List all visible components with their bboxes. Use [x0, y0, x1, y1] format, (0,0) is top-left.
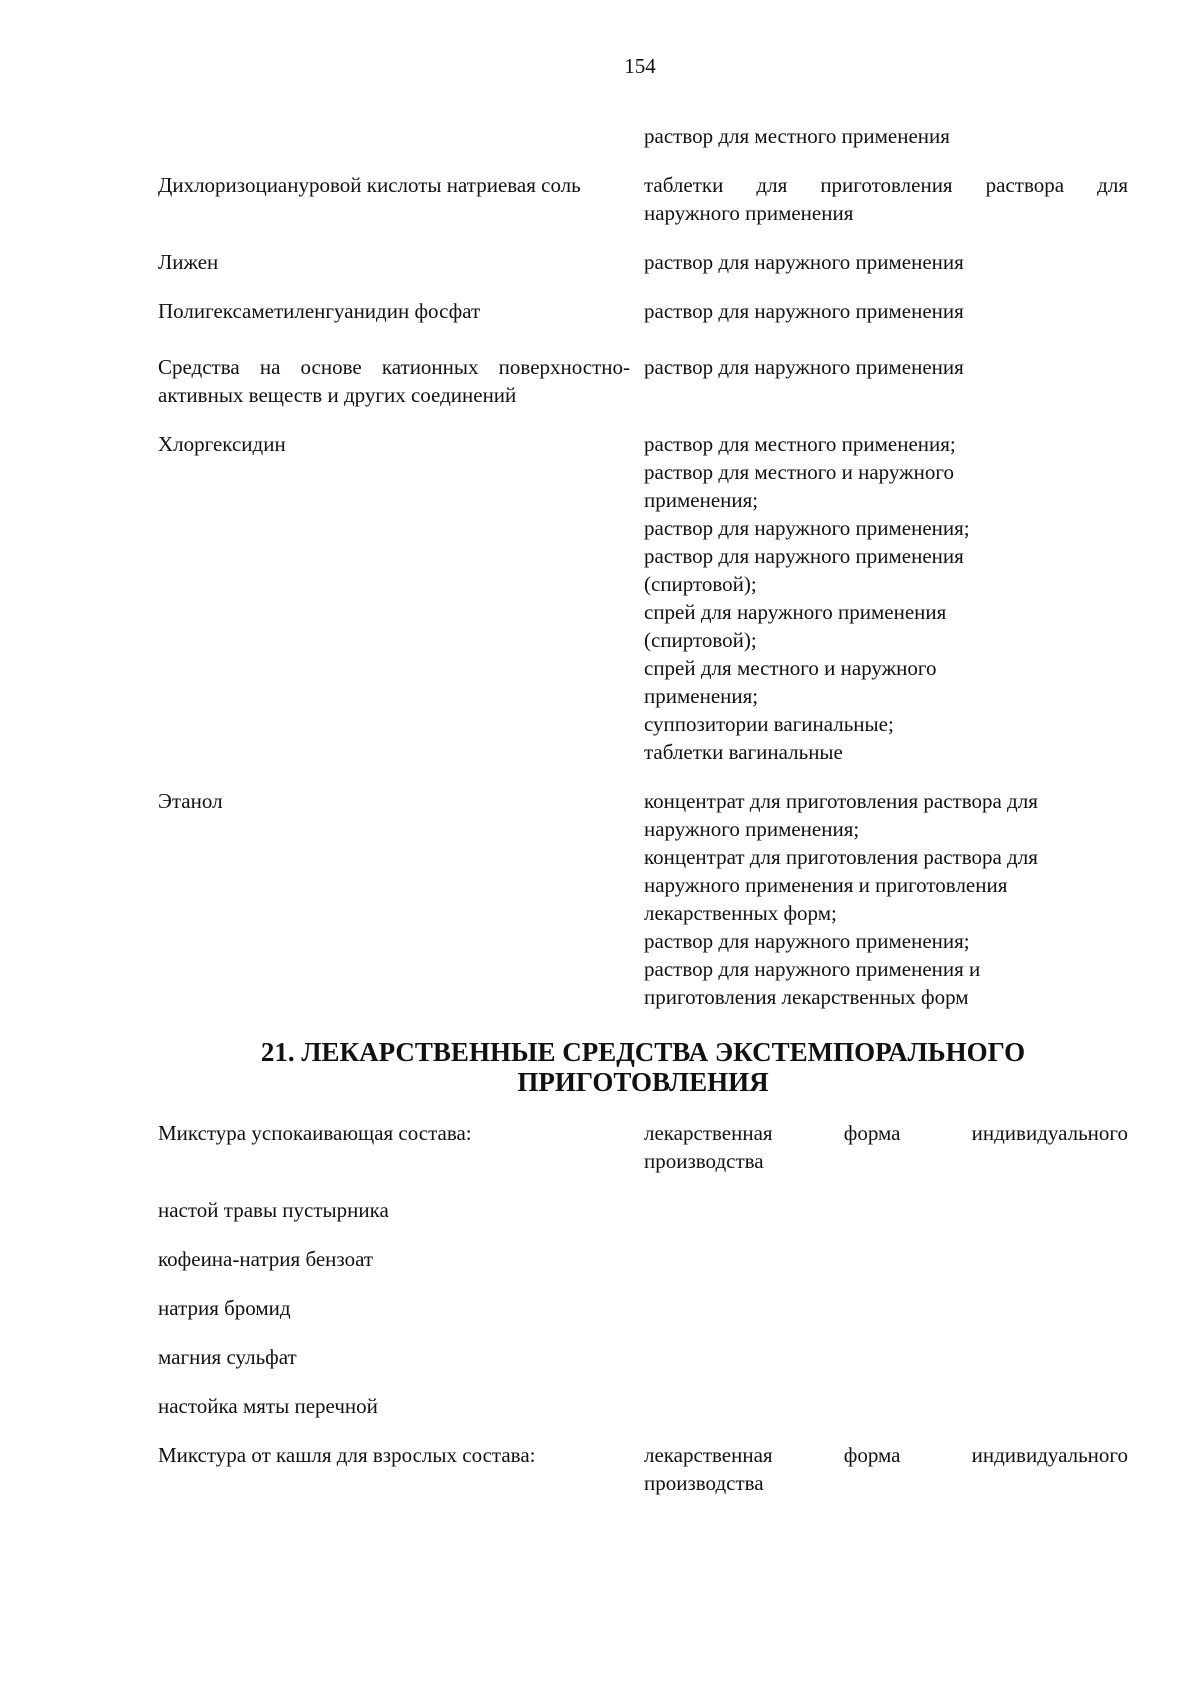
table-row — [158, 297, 1128, 325]
dosage-form-line: применения; — [644, 684, 759, 708]
table-row — [158, 171, 1128, 227]
dosage-form-line: раствор для наружного применения; — [644, 929, 970, 953]
section-heading — [158, 1037, 1128, 1097]
table-row — [158, 787, 1128, 1011]
dosage-form-line: лекарственная форма индивидуального — [644, 1443, 1128, 1467]
dosage-form-line: применения; — [644, 488, 759, 512]
dosage-forms — [644, 248, 1128, 276]
dosage-forms — [644, 171, 1128, 227]
dosage-form-line: наружного применения; — [644, 817, 860, 841]
dosage-form-line: раствор для наружного применения и — [644, 957, 981, 981]
dosage-forms — [644, 1441, 1128, 1497]
dosage-form-line: лекарственных форм; — [644, 901, 837, 925]
dosage-form-line: суппозитории вагинальные; — [644, 712, 894, 736]
document-body — [158, 122, 1128, 1518]
table-row — [158, 1119, 1128, 1175]
dosage-form-line: производства — [644, 1149, 764, 1173]
dosage-form-line: раствор для местного применения; — [644, 432, 956, 456]
mixture-name: Микстура от кашля для взрослых состава: — [158, 1443, 536, 1467]
dosage-form-line: раствор для наружного применения — [644, 355, 964, 379]
substance-name: Дихлоризоциануровой кислоты натриевая соль — [158, 173, 581, 197]
page-number: 154 — [624, 54, 656, 78]
mixture-component: кофеина-натрия бензоат — [158, 1247, 374, 1271]
table-row — [158, 430, 1128, 766]
dosage-form-line: таблетки вагинальные — [644, 740, 843, 764]
dosage-form-line: (спиртовой); — [644, 572, 757, 596]
dosage-form-line: производства — [644, 1471, 764, 1495]
dosage-form-line: раствор для местного и наружного — [644, 460, 954, 484]
dosage-form-line: наружного применения — [644, 201, 854, 225]
dosage-forms — [644, 1119, 1128, 1175]
dosage-form-line: раствор для наружного применения — [644, 250, 964, 274]
dosage-form-line: наружного применения и приготовления — [644, 873, 1008, 897]
substance-name: Лижен — [158, 250, 219, 274]
mixture-component: магния сульфат — [158, 1345, 297, 1369]
mixture-component: натрия бромид — [158, 1296, 291, 1320]
dosage-forms — [644, 122, 1128, 150]
table-row — [158, 248, 1128, 276]
dosage-form-line: раствор для местного применения — [644, 124, 950, 148]
section-heading-line: 21. ЛЕКАРСТВЕННЫЕ СРЕДСТВА ЭКСТЕМПОРАЛЬНОГО — [260, 1037, 1026, 1067]
mixture-name: Микстура успокаивающая состава: — [158, 1121, 472, 1145]
table-row — [158, 353, 1128, 409]
substance-name: Этанол — [158, 789, 223, 813]
mixture-component: настой травы пустырника — [158, 1198, 389, 1222]
table-row — [158, 1441, 1128, 1497]
dosage-form-line: лекарственная форма индивидуального — [644, 1121, 1128, 1145]
dosage-form-line: раствор для наружного применения — [644, 299, 964, 323]
substance-name: Хлоргексидин — [158, 432, 286, 456]
dosage-form-line: концентрат для приготовления раствора для — [644, 789, 1038, 813]
dosage-form-line: (спиртовой); — [644, 628, 757, 652]
dosage-forms — [644, 787, 1128, 1011]
dosage-form-line: концентрат для приготовления раствора для — [644, 845, 1038, 869]
dosage-form-line: таблетки для приготовления раствора для — [644, 173, 1128, 197]
dosage-form-line: спрей для местного и наружного — [644, 656, 937, 680]
dosage-form-line: раствор для наружного применения — [644, 544, 964, 568]
section-heading-line: ПРИГОТОВЛЕНИЯ — [517, 1067, 769, 1097]
dosage-forms — [644, 430, 1128, 766]
substance-name — [158, 122, 644, 150]
dosage-form-line: приготовления лекарственных форм — [644, 985, 969, 1009]
dosage-forms — [644, 353, 1128, 409]
dosage-form-line: спрей для наружного применения — [644, 600, 947, 624]
table-row — [158, 122, 1128, 150]
mixture-component: настойка мяты перечной — [158, 1394, 378, 1418]
dosage-forms — [644, 297, 1128, 325]
substance-name: Полигексаметиленгуанидин фосфат — [158, 299, 481, 323]
dosage-form-line: раствор для наружного применения; — [644, 516, 970, 540]
substance-name: Средства на основе катионных поверхностно-активных веществ и других соединений — [158, 355, 630, 407]
